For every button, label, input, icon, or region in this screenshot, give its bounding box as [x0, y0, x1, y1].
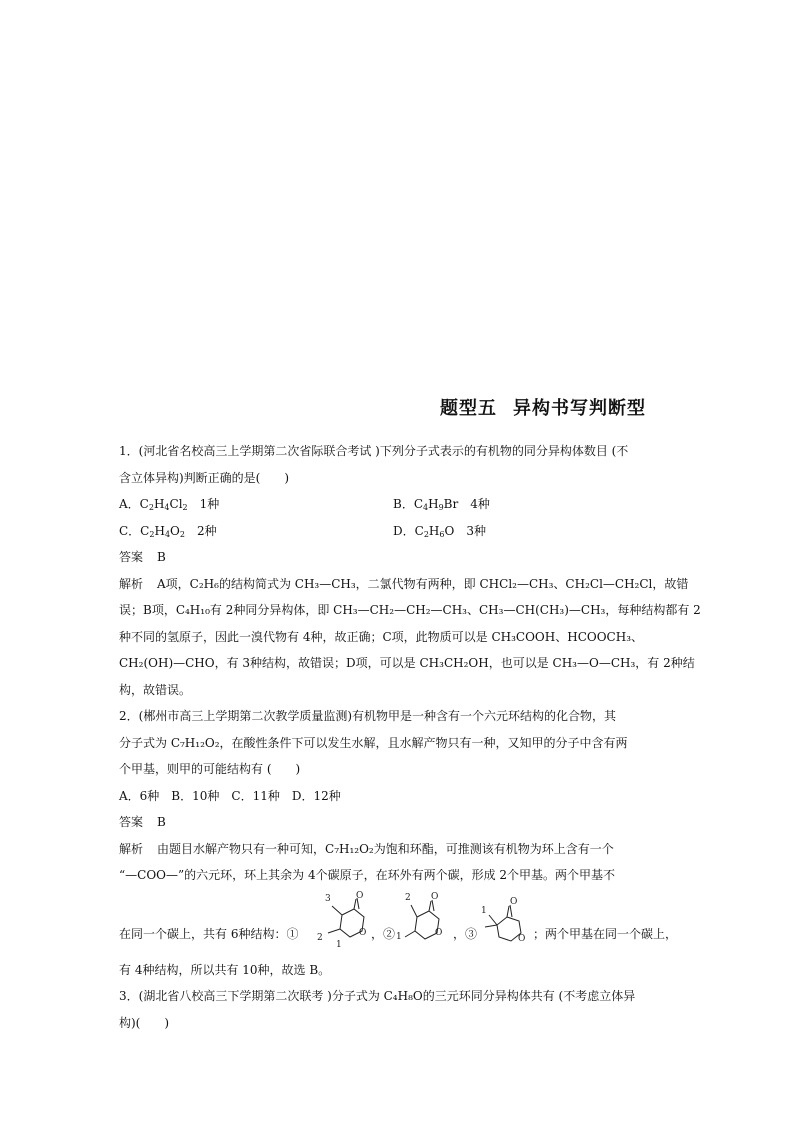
- structure-1-diagram: [312, 889, 374, 957]
- q2-options: A．6种 B．10种 C．11种 D．12种: [119, 788, 341, 803]
- q2-answer: 答案 B: [119, 815, 166, 829]
- title-part2: 异构书写判断型: [513, 398, 646, 419]
- q2-stem-line2: 分子式为 C₇H₁₂O₂，在酸性条件下可以发生水解，且水解产物只有一种，又知甲的分子中含有两: [119, 735, 628, 750]
- q1-analysis-line5: 构，故错误。: [119, 682, 192, 697]
- q1-stem-line1: 1．(河北省名校高三上学期第二次省际联合考试 )下列分子式表示的有机物的同分异构体数目 (不: [119, 444, 629, 458]
- structure-3-label-1: 1: [481, 905, 487, 916]
- q2-structures-intro: 在同一个碳上，共有 6种结构：①: [119, 927, 299, 941]
- q1-analysis-line3: 种不同的氢原子，因此一溴代物有 4种，故正确；C项，此物质可以是 CH₃COOH、HCOOCH₃、: [119, 629, 644, 644]
- q3-stem-line2: 构)( ): [119, 1015, 170, 1030]
- q1-stem-line2: 含立体异构)判断正确的是( ): [119, 470, 290, 485]
- ring-oxygen-label: O: [435, 927, 443, 938]
- q2-analysis-line2: “—COO—”的六元环，环上其余为 4个碳原子，在环外有两个碳，形成 2个甲基。两个甲基不: [119, 868, 616, 882]
- q1-analysis-line1: 解析 A项，C₂H₆的结构简式为 CH₃—CH₃，二氯代物有两种，即 CHCl₂—CH₃、CH₂Cl—CH₂Cl，故错: [119, 576, 689, 591]
- q1-analysis-line4: CH₂(OH)—CHO，有 3种结构，故错误；D项，可以是 CH₃CH₂OH，也可以是 CH₃—O—CH₃，有 2种结: [119, 656, 695, 670]
- structure-3-diagram: [475, 889, 535, 957]
- q1-option-a: A．$C_2H_4Cl_2$ 1种: [119, 497, 220, 512]
- q2-structures-line: [119, 889, 679, 957]
- q1-option-d: D．$C_2H_6O$ 3种: [393, 523, 486, 539]
- q2-analysis-line1: 解析 由题目水解产物只有一种可知，C₇H₁₂O₂为饱和环酯，可推测该有机物为环上含有一个: [119, 841, 614, 856]
- carbonyl-oxygen-label: O: [510, 896, 518, 907]
- section-title: [440, 394, 646, 420]
- structure-2-label-2: 2: [405, 892, 411, 903]
- document-body: [119, 438, 701, 1036]
- carbonyl-oxygen-label: O: [431, 891, 439, 902]
- structure-1-label-2: 2: [317, 932, 323, 943]
- structure-2-label-1: 1: [396, 931, 402, 942]
- q2-stem-line1: 2．(郴州市高三上学期第二次教学质量监测)有机物甲是一种含有一个六元环结构的化合物，其: [119, 709, 617, 723]
- sep-2: ，②: [371, 927, 396, 941]
- ring-oxygen-label: O: [518, 933, 526, 944]
- q2-analysis-line4: 有 4种结构，所以共有 10种，故选 B。: [119, 962, 331, 977]
- title-part1: 题型五: [440, 398, 497, 419]
- q1-answer: 答案 B: [119, 550, 166, 564]
- ring-oxygen-label: O: [359, 927, 367, 938]
- q2-stem-line3: 个甲基，则甲的可能结构有 ( ): [119, 762, 301, 776]
- carbonyl-oxygen-label: O: [356, 890, 364, 901]
- q1-options-row2: [119, 518, 679, 545]
- sep-3: ，③: [453, 927, 478, 941]
- q1-analysis-line2: 误；B项，C₄H₁₀有 2种同分异构体，即 CH₃—CH₂—CH₂—CH₃、CH₃—CH(CH₃)—CH₃，每种结构都有 2: [119, 603, 701, 617]
- structure-2-diagram: [393, 889, 457, 957]
- structure-1-label-1: 1: [336, 939, 342, 950]
- structure-1-label-3: 3: [325, 893, 331, 904]
- q1-option-b: B．$C_4H_9Br$ 4种: [393, 497, 490, 512]
- q1-options-row1: [119, 491, 679, 518]
- q1-option-c: C．$C_2H_4O_2$ 2种: [119, 523, 217, 539]
- q3-stem-line1: 3．(湖北省八校高三下学期第二次联考 )分子式为 C₄H₈O的三元环同分异构体共有 (不考虑立体异: [119, 989, 636, 1003]
- q2-structures-tail: ；两个甲基在同一个碳上，: [533, 927, 678, 941]
